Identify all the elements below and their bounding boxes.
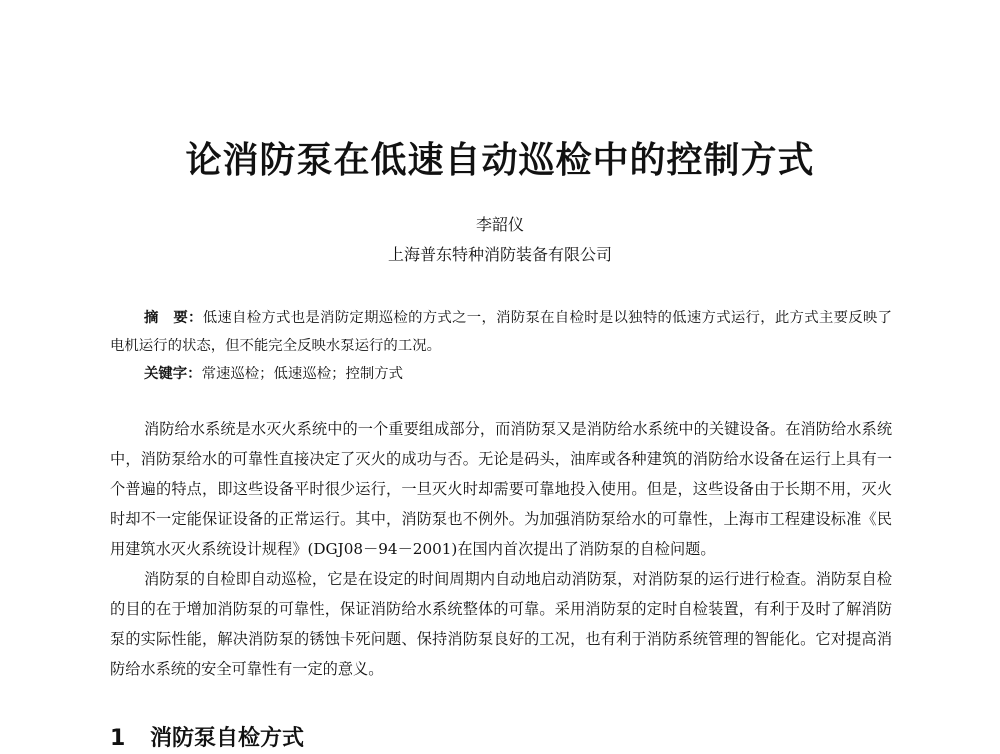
abstract-paragraph	[110, 304, 892, 360]
section-heading	[110, 724, 304, 754]
section-number: 1	[110, 726, 126, 751]
body-paragraph-1: 消防给水系统是水灭火系统中的一个重要组成部分，而消防泵又是消防给水系统中的关键设备。在消防给水系统中，消防泵给水的可靠性直接决定了灭火的成功与否。无论是码头，油库或各种建筑的消防给水设备在运行上具有一个普遍的特点，即这些设备平时很少运行，一旦灭火时却需要可靠地投入使用。但是，这些设备由于长期不用，灭火时却不一定能保证设备的正常运行。其中，消防泵也不例外。为加强消防泵给水的可靠性，上海市工程建设标准《民用建筑水灭火系统设计规程》(DGJ08－94－2001)在国内首次提出了消防泵的自检问题。	[110, 420, 892, 558]
keywords-label: 关键字：	[144, 366, 202, 382]
keywords-text: 常速巡检；低速巡检；控制方式	[201, 366, 404, 382]
abstract-label: 摘 要：	[144, 310, 203, 326]
keywords-paragraph	[110, 360, 892, 388]
body-text	[110, 414, 892, 684]
paper-title: 论消防泵在低速自动巡检中的控制方式	[185, 140, 815, 181]
abstract-text: 低速自检方式也是消防定期巡检的方式之一，消防泵在自检时是以独特的低速方式运行，此方式主要反映了电机运行的状态，但不能完全反映水泵运行的工况。	[110, 310, 892, 354]
section-title: 消防泵自检方式	[150, 726, 305, 751]
body-paragraph-2: 消防泵的自检即自动巡检，它是在设定的时间周期内自动地启动消防泵，对消防泵的运行进行检查。消防泵自检的目的在于增加消防泵的可靠性，保证消防给水系统整体的可靠。采用消防泵的定时自检装置，有利于及时了解消防泵的实际性能，解决消防泵的锈蚀卡死问题、保持消防泵良好的工况，也有利于消防系统管理的智能化。它对提高消防给水系统的安全可靠性有一定的意义。	[110, 570, 892, 678]
author-name: 李韶仪	[475, 215, 524, 234]
author-affiliation: 上海普东特种消防装备有限公司	[387, 245, 612, 264]
abstract-block	[110, 304, 892, 388]
